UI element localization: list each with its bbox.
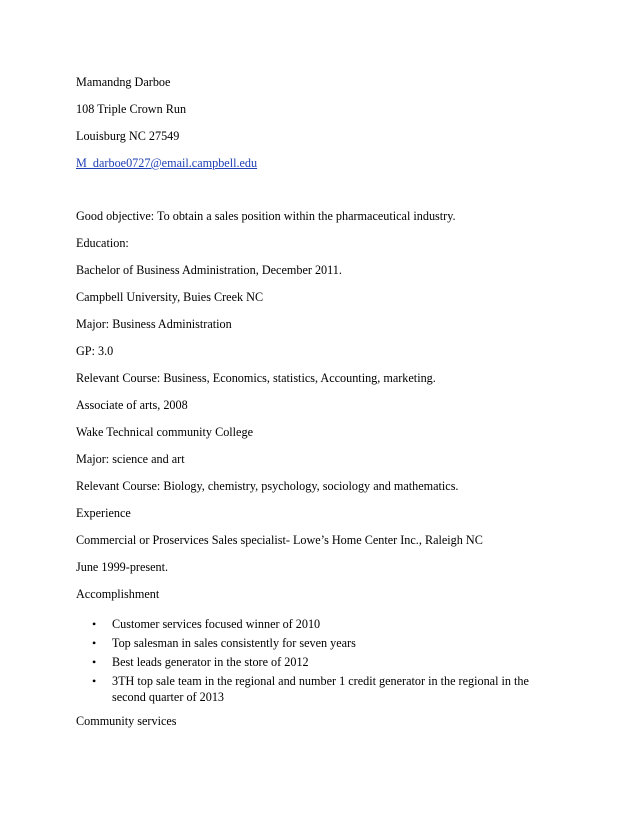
list-item [76,635,556,651]
relevant-courses-bachelor: Relevant Course: Business, Economics, statistics, Accounting, marketing. [76,371,436,385]
address-line-1: 108 Triple Crown Run [76,102,187,116]
job-dates: June 1999-present. [76,560,169,574]
bullet-icon: • [92,655,97,669]
community-heading: Community services [76,714,177,728]
experience-heading: Experience [76,506,131,520]
school-wake-tech: Wake Technical community College [76,425,253,439]
list-item-text: Top salesman in sales consistently for seven years [112,636,356,650]
bullet-icon: • [92,674,97,688]
list-item-text: Best leads generator in the store of 2012 [112,655,309,669]
list-item-text: 3TH top sale team in the regional and number 1 credit generator in the regional in the second quarter of 2013 [112,674,529,704]
list-item [76,654,556,670]
major-science-art: Major: science and art [76,452,185,466]
major-business: Major: Business Administration [76,317,232,331]
list-item [76,673,556,705]
objective-statement: Good objective: To obtain a sales position within the pharmaceutical industry. [76,209,456,223]
school-campbell: Campbell University, Buies Creek NC [76,290,264,304]
applicant-name: Mamandng Darboe [76,75,171,89]
gpa: GP: 3.0 [76,344,114,358]
relevant-courses-associate: Relevant Course: Biology, chemistry, psychology, sociology and mathematics. [76,479,459,493]
job-title: Commercial or Proservices Sales specialist- Lowe’s Home Center Inc., Raleigh NC [76,533,483,547]
education-heading: Education: [76,236,129,250]
bullet-icon: • [92,636,97,650]
bullet-icon: • [92,617,97,631]
email-link[interactable]: M_darboe0727@email.campbell.edu [76,156,258,170]
degree-bachelor: Bachelor of Business Administration, December 2011. [76,263,342,277]
list-item-text: Customer services focused winner of 2010 [112,617,321,631]
degree-associate: Associate of arts, 2008 [76,398,188,412]
address-line-2: Louisburg NC 27549 [76,129,180,143]
accomplishment-heading: Accomplishment [76,587,160,601]
accomplishment-list [76,616,556,708]
list-item [76,616,556,632]
